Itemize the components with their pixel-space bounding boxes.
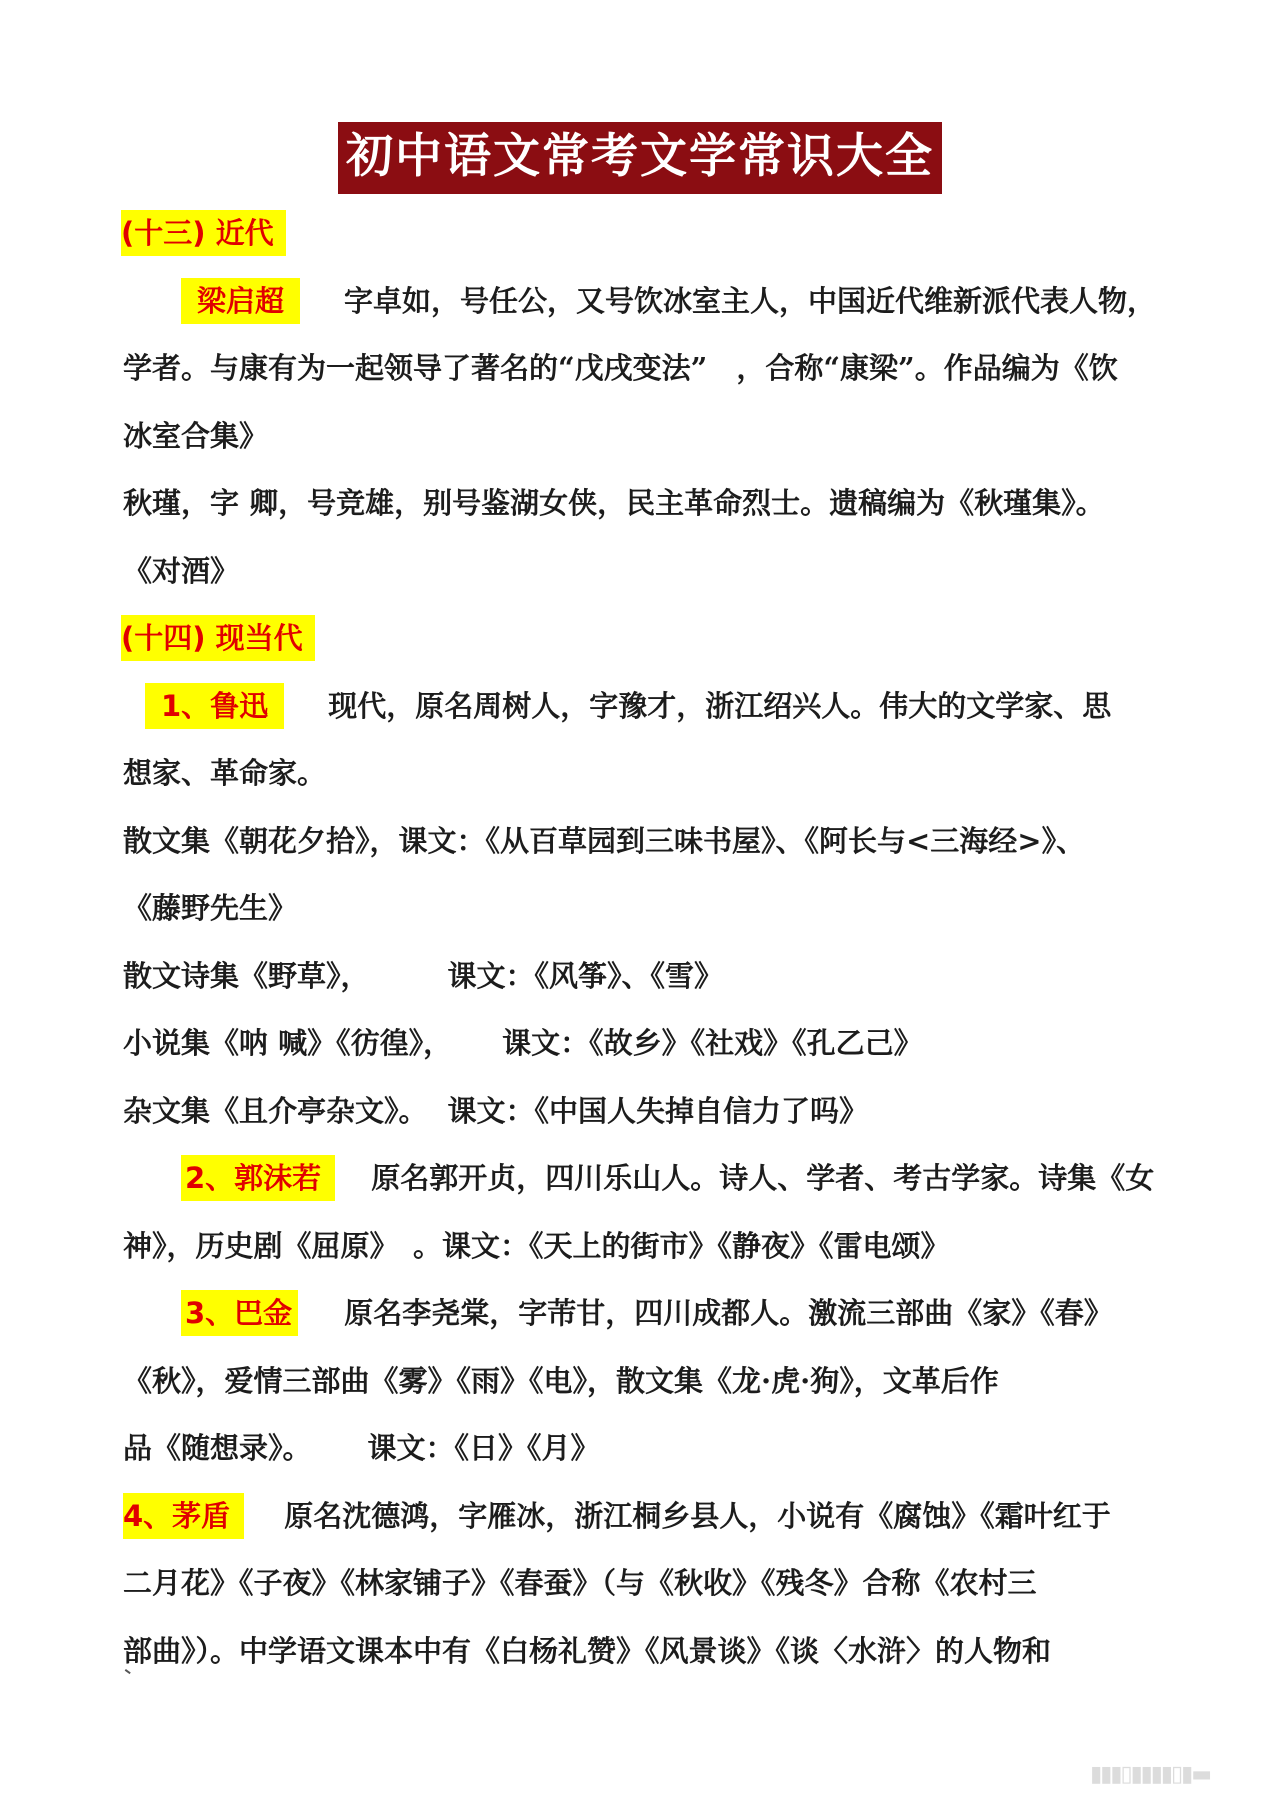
entry-mao-line3: 部曲》）。中学语文课本中有《白杨礼赞》《风景谈》《谈〈水浒〉的人物和	[123, 1633, 1052, 1668]
section-heading-label: (十三) 近代	[121, 210, 286, 256]
entry-text: 原名郭开贞，四川乐山人。诗人、学者、考古学家。诗集《女	[371, 1161, 1155, 1195]
entry-text: 原名李尧棠，字芾甘，四川成都人。激流三部曲《家》《春》	[344, 1296, 1113, 1330]
entry-text: 现代，原名周树人，字豫才，浙江绍兴人。伟大的文学家、思	[328, 688, 1112, 723]
author-name-liang: 梁启超	[181, 278, 300, 324]
entry-qiu-line2: 《对酒》	[123, 553, 240, 588]
entry-text: 杂文集《且介亭杂文》。	[123, 1093, 428, 1128]
author-name-guo: 2、郭沫若	[181, 1155, 335, 1201]
entry-liang-line2: 学者。与康有为一起领导了著名的“戊戌变法” ，合称“康梁”。作品编为《饮	[123, 351, 1118, 385]
entry-liang-line1	[123, 268, 1173, 336]
entry-ba-line1	[123, 1280, 1173, 1348]
entry-text: 课文：《中国人失掉自信力了吗》	[447, 1093, 869, 1128]
entry-text: 课文：《故乡》《社戏》《孔乙己》	[502, 1026, 923, 1060]
entry-text: 课文：《风筝》、《雪》	[447, 958, 724, 993]
section-heading-label: (十四) 现当代	[121, 615, 315, 661]
entry-liang-line3: 冰室合集》	[123, 418, 269, 453]
page-title: 初中语文常考文学常识大全	[338, 122, 942, 194]
entry-luxun-line1	[123, 673, 1173, 741]
entry-luxun-line6	[123, 1010, 1173, 1078]
entry-ba-line2: 《秋》，爱情三部曲《雾》《雨》《电》，散文集《龙·虎·狗》，文革后作	[123, 1363, 999, 1398]
author-name-mao: 4、茅盾	[123, 1493, 244, 1539]
entry-text: 小说集《呐 喊》《彷徨》，	[123, 1026, 453, 1060]
entry-mao-line2: 二月花》《子夜》《林家铺子》《春蚕》（与《秋收》《残冬》合称《农村三	[123, 1566, 1037, 1600]
entry-text: 散文诗集《野草》，	[123, 958, 370, 993]
entry-luxun-line3: 散文集《朝花夕拾》，课文：《从百草园到三味书屋》、《阿长与<三海经>》、	[123, 823, 1086, 858]
entry-text: 课文：《日》《月》	[367, 1431, 600, 1465]
entry-luxun-line2: 想家、革命家。	[123, 756, 327, 790]
entry-mao-line1	[123, 1483, 1173, 1551]
author-name-luxun: 1、鲁迅	[145, 683, 284, 729]
entry-luxun-line4: 《藤野先生》	[123, 891, 298, 925]
watermark-bars: ▮▮▮▯▮▮▮▮▯▮▬	[1090, 1762, 1210, 1787]
document-body	[123, 200, 1173, 1685]
entry-ba-line3	[123, 1415, 1173, 1483]
entry-luxun-line7	[123, 1078, 1173, 1146]
title-wrap	[0, 122, 1280, 194]
section-heading-contemporary	[123, 605, 1173, 673]
entry-text: 品《随想录》。	[123, 1431, 312, 1465]
entry-guo-line2: 神》，历史剧《屈原》 。课文：《天上的街市》《静夜》《雷电颂》	[123, 1228, 950, 1263]
entry-text: 字卓如，号任公，又号饮冰室主人，中国近代维新派代表人物，	[344, 283, 1157, 318]
entry-text: 原名沈德鸿，字雁冰，浙江桐乡县人，小说有《腐蚀》《霜叶红于	[284, 1498, 1111, 1533]
section-heading-modern	[123, 200, 1173, 268]
author-name-ba: 3、巴金	[181, 1290, 298, 1336]
entry-qiu-line1: 秋瑾，字 卿，号竞雄，别号鉴湖女侠，民主革命烈士。遗稿编为《秋瑾集》。	[123, 486, 1105, 520]
entry-luxun-line5	[123, 943, 1173, 1011]
entry-guo-line1	[123, 1145, 1173, 1213]
